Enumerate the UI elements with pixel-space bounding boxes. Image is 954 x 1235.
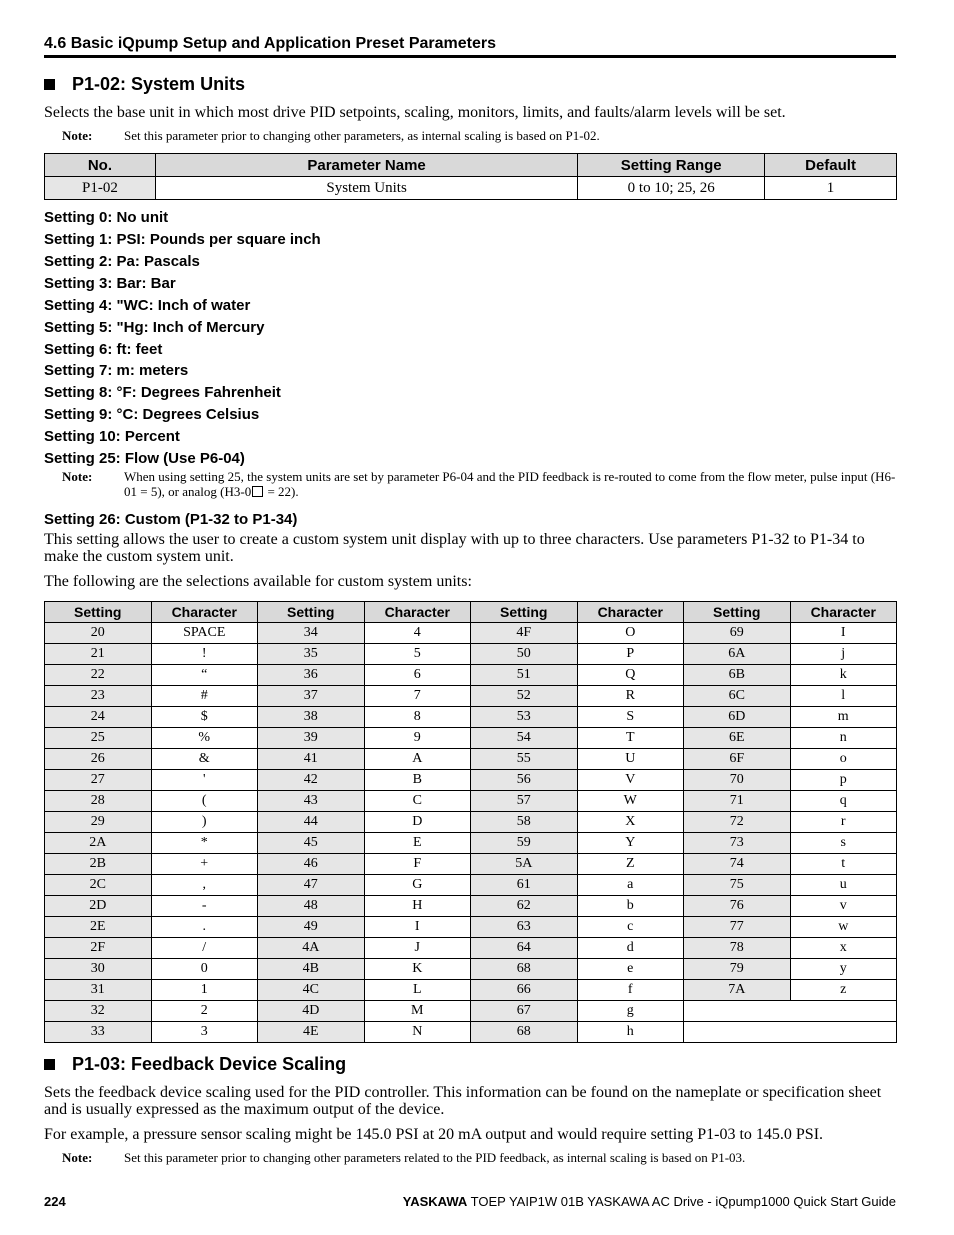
character-cell: s	[790, 833, 897, 854]
character-cell: 9	[364, 728, 471, 749]
setting-code-cell: 28	[45, 791, 152, 812]
setting-code-cell: 31	[45, 980, 152, 1001]
table-row	[45, 812, 897, 833]
table-row	[45, 749, 897, 770]
table-row	[45, 854, 897, 875]
table-row	[45, 623, 897, 644]
character-cell: t	[790, 854, 897, 875]
bullet-square-icon	[44, 79, 55, 90]
character-cell: h	[577, 1022, 684, 1043]
setting-code-cell: 61	[471, 875, 578, 896]
note-label: Note:	[62, 128, 93, 143]
cell-default: 1	[765, 177, 897, 200]
col-header: Setting	[258, 602, 365, 623]
character-cell: x	[790, 938, 897, 959]
col-header-parameter-name: Parameter Name	[155, 154, 577, 177]
setting-code-cell: 56	[471, 770, 578, 791]
character-cell: &	[151, 749, 258, 770]
character-table-header	[45, 602, 897, 623]
character-cell: o	[790, 749, 897, 770]
setting-code-cell: 55	[471, 749, 578, 770]
note-text: Set this parameter prior to changing other parameters related to the PID feedback, as internal scaling is based on P1-03.	[124, 1150, 746, 1165]
note-text	[124, 469, 897, 499]
setting-code-cell: 44	[258, 812, 365, 833]
setting-code-cell: 33	[45, 1022, 152, 1043]
note-label: Note:	[62, 469, 93, 484]
setting-code-cell: 29	[45, 812, 152, 833]
setting-code-cell: 72	[684, 812, 791, 833]
character-cell: 2	[151, 1001, 258, 1022]
table-row	[45, 917, 897, 938]
character-cell: p	[790, 770, 897, 791]
setting-5: Setting 5: "Hg: Inch of Mercury	[44, 319, 265, 336]
character-cell: ,	[151, 875, 258, 896]
setting-code-cell: 45	[258, 833, 365, 854]
character-cell: J	[364, 938, 471, 959]
character-cell: %	[151, 728, 258, 749]
col-header: Character	[790, 602, 897, 623]
setting-code-cell: 71	[684, 791, 791, 812]
setting-code-cell: 68	[471, 959, 578, 980]
setting-code-cell: 37	[258, 686, 365, 707]
p1-03-example: For example, a pressure sensor scaling might be 145.0 PSI at 20 mA output and would require setting P1-03 to 145.0 PSI.	[44, 1126, 824, 1143]
character-cell: u	[790, 875, 897, 896]
setting-code-cell: 79	[684, 959, 791, 980]
note-label: Note:	[62, 1150, 93, 1165]
character-cell: c	[577, 917, 684, 938]
setting-code-cell: 20	[45, 623, 152, 644]
note-text: Set this parameter prior to changing other parameters, as internal scaling is based on P1-02.	[124, 128, 600, 143]
setting-code-cell: 62	[471, 896, 578, 917]
table-row	[45, 1022, 897, 1043]
character-cell: V	[577, 770, 684, 791]
section-heading-p1-02	[44, 74, 245, 95]
table-row	[45, 728, 897, 749]
col-header: Setting	[45, 602, 152, 623]
character-cell: 8	[364, 707, 471, 728]
character-cell: X	[577, 812, 684, 833]
character-cell: Z	[577, 854, 684, 875]
col-header: Setting	[684, 602, 791, 623]
character-cell: 1	[151, 980, 258, 1001]
character-cell: 5	[364, 644, 471, 665]
character-cell: W	[577, 791, 684, 812]
setting-2: Setting 2: Pa: Pascals	[44, 253, 200, 270]
setting-code-cell: 58	[471, 812, 578, 833]
setting-code-cell: 70	[684, 770, 791, 791]
setting-code-cell: 6F	[684, 749, 791, 770]
character-cell: l	[790, 686, 897, 707]
setting-9: Setting 9: °C: Degrees Celsius	[44, 406, 260, 423]
character-cell: P	[577, 644, 684, 665]
setting-code-cell: 43	[258, 791, 365, 812]
character-cell: 7	[364, 686, 471, 707]
p1-03-note	[62, 1150, 897, 1165]
setting-code-cell: 2F	[45, 938, 152, 959]
character-cell: #	[151, 686, 258, 707]
cell-setting-range: 0 to 10; 25, 26	[578, 177, 765, 200]
character-cell: q	[790, 791, 897, 812]
character-cell: b	[577, 896, 684, 917]
character-cell: “	[151, 665, 258, 686]
table-row	[45, 707, 897, 728]
character-cell: U	[577, 749, 684, 770]
custom-character-table	[44, 601, 897, 1043]
parameter-table-header	[45, 154, 897, 177]
setting-25-note	[62, 469, 897, 499]
table-row	[45, 938, 897, 959]
setting-4: Setting 4: "WC: Inch of water	[44, 297, 251, 314]
table-row	[45, 644, 897, 665]
character-cell: E	[364, 833, 471, 854]
parameter-table	[44, 153, 897, 200]
character-cell: K	[364, 959, 471, 980]
p1-03-description: Sets the feedback device scaling used for the PID controller. This information can be found on the nameplate or specification sheet and is usually expressed as the maximum output of the device.	[44, 1084, 882, 1118]
setting-code-cell: 4D	[258, 1001, 365, 1022]
setting-code-cell: 51	[471, 665, 578, 686]
setting-code-cell: 38	[258, 707, 365, 728]
col-header-no: No.	[45, 154, 156, 177]
setting-code-cell: 41	[258, 749, 365, 770]
setting-8: Setting 8: °F: Degrees Fahrenheit	[44, 384, 281, 401]
setting-26: Setting 26: Custom (P1-32 to P1-34)	[44, 511, 298, 528]
character-cell: Q	[577, 665, 684, 686]
setting-code-cell: 46	[258, 854, 365, 875]
setting-code-cell: 7A	[684, 980, 791, 1001]
character-cell: SPACE	[151, 623, 258, 644]
setting-code-cell: 63	[471, 917, 578, 938]
empty-cell	[684, 1022, 897, 1043]
table-row	[45, 686, 897, 707]
cell-parameter-name: System Units	[155, 177, 577, 200]
character-cell: H	[364, 896, 471, 917]
character-cell: M	[364, 1001, 471, 1022]
setting-1: Setting 1: PSI: Pounds per square inch	[44, 231, 321, 248]
table-row	[45, 896, 897, 917]
setting-code-cell: 4C	[258, 980, 365, 1001]
table-row	[45, 875, 897, 896]
character-cell: T	[577, 728, 684, 749]
setting-0: Setting 0: No unit	[44, 209, 169, 226]
character-cell: Y	[577, 833, 684, 854]
setting-code-cell: 4E	[258, 1022, 365, 1043]
setting-code-cell: 27	[45, 770, 152, 791]
character-cell: w	[790, 917, 897, 938]
section-heading-p1-03	[44, 1054, 346, 1075]
setting-code-cell: 30	[45, 959, 152, 980]
setting-code-cell: 23	[45, 686, 152, 707]
character-cell: n	[790, 728, 897, 749]
col-header-default: Default	[765, 154, 897, 177]
character-cell: /	[151, 938, 258, 959]
setting-code-cell: 68	[471, 1022, 578, 1043]
setting-code-cell: 67	[471, 1001, 578, 1022]
col-header: Setting	[471, 602, 578, 623]
col-header: Character	[577, 602, 684, 623]
setting-code-cell: 4A	[258, 938, 365, 959]
table-row	[45, 959, 897, 980]
page-number: 224	[44, 1194, 66, 1209]
table-row	[45, 833, 897, 854]
character-cell: *	[151, 833, 258, 854]
setting-code-cell: 39	[258, 728, 365, 749]
character-cell: +	[151, 854, 258, 875]
setting-code-cell: 76	[684, 896, 791, 917]
character-cell: a	[577, 875, 684, 896]
setting-code-cell: 25	[45, 728, 152, 749]
setting-code-cell: 2A	[45, 833, 152, 854]
setting-25: Setting 25: Flow (Use P6-04)	[44, 450, 245, 467]
setting-code-cell: 53	[471, 707, 578, 728]
character-cell: j	[790, 644, 897, 665]
setting-code-cell: 75	[684, 875, 791, 896]
table-row	[45, 665, 897, 686]
character-cell: .	[151, 917, 258, 938]
table-row	[45, 177, 897, 200]
character-cell: -	[151, 896, 258, 917]
character-cell: I	[364, 917, 471, 938]
character-cell: I	[790, 623, 897, 644]
setting-code-cell: 42	[258, 770, 365, 791]
setting-code-cell: 32	[45, 1001, 152, 1022]
setting-code-cell: 5A	[471, 854, 578, 875]
character-cell: '	[151, 770, 258, 791]
character-cell: g	[577, 1001, 684, 1022]
character-cell: L	[364, 980, 471, 1001]
character-cell: O	[577, 623, 684, 644]
setting-3: Setting 3: Bar: Bar	[44, 275, 176, 292]
setting-code-cell: 36	[258, 665, 365, 686]
character-cell: y	[790, 959, 897, 980]
setting-code-cell: 47	[258, 875, 365, 896]
table-row	[45, 770, 897, 791]
table-row	[45, 791, 897, 812]
character-cell: G	[364, 875, 471, 896]
setting-code-cell: 6D	[684, 707, 791, 728]
character-cell: d	[577, 938, 684, 959]
setting-code-cell: 74	[684, 854, 791, 875]
setting-code-cell: 64	[471, 938, 578, 959]
setting-code-cell: 59	[471, 833, 578, 854]
p1-02-note	[62, 128, 897, 143]
footer-document-title	[403, 1194, 896, 1209]
col-header-setting-range: Setting Range	[578, 154, 765, 177]
placeholder-box-icon	[252, 486, 263, 497]
character-cell: $	[151, 707, 258, 728]
note-text-part-a: When using setting 25, the system units are set by parameter P6-04 and the PID feedback is re-routed to come from the flow meter, pulse input (H6-01 = 5), or analog (H3-0	[124, 469, 896, 499]
character-cell: D	[364, 812, 471, 833]
setting-6: Setting 6: ft: feet	[44, 341, 163, 358]
setting-code-cell: 35	[258, 644, 365, 665]
setting-code-cell: 78	[684, 938, 791, 959]
setting-code-cell: 2C	[45, 875, 152, 896]
brand-name: YASKAWA	[402, 1194, 468, 1209]
setting-10: Setting 10: Percent	[44, 428, 180, 445]
setting-code-cell: 69	[684, 623, 791, 644]
character-cell: 4	[364, 623, 471, 644]
setting-code-cell: 22	[45, 665, 152, 686]
setting-code-cell: 48	[258, 896, 365, 917]
setting-code-cell: 6B	[684, 665, 791, 686]
setting-code-cell: 21	[45, 644, 152, 665]
setting-code-cell: 2D	[45, 896, 152, 917]
character-cell: B	[364, 770, 471, 791]
setting-code-cell: 4B	[258, 959, 365, 980]
character-cell: v	[790, 896, 897, 917]
character-cell: C	[364, 791, 471, 812]
note-text-part-b: = 22).	[264, 484, 299, 499]
col-header: Character	[151, 602, 258, 623]
setting-code-cell: 54	[471, 728, 578, 749]
setting-code-cell: 24	[45, 707, 152, 728]
table-row	[45, 980, 897, 1001]
col-header: Character	[364, 602, 471, 623]
setting-code-cell: 2E	[45, 917, 152, 938]
setting-code-cell: 73	[684, 833, 791, 854]
setting-code-cell: 6C	[684, 686, 791, 707]
setting-code-cell: 66	[471, 980, 578, 1001]
document-id: TOEP YAIP1W 01B YASKAWA AC Drive - iQpump1000 Quick Start Guide	[467, 1194, 896, 1209]
character-cell: N	[364, 1022, 471, 1043]
character-cell: z	[790, 980, 897, 1001]
character-cell: A	[364, 749, 471, 770]
cell-parameter-no: P1-02	[45, 177, 156, 200]
setting-code-cell: 2B	[45, 854, 152, 875]
setting-26-description: This setting allows the user to create a custom system unit display with up to three characters. Use parameters P1-32 to P1-34 to make the custom system unit.	[44, 531, 865, 565]
empty-cell	[684, 1001, 897, 1022]
setting-code-cell: 52	[471, 686, 578, 707]
setting-code-cell: 50	[471, 644, 578, 665]
running-header: 4.6 Basic iQpump Setup and Application Preset Parameters	[44, 35, 896, 58]
custom-units-intro: The following are the selections available for custom system units:	[44, 573, 472, 590]
character-cell: f	[577, 980, 684, 1001]
p1-02-description: Selects the base unit in which most drive PID setpoints, scaling, monitors, limits, and faults/alarm levels will be set.	[44, 104, 786, 121]
setting-code-cell: 6E	[684, 728, 791, 749]
character-cell: F	[364, 854, 471, 875]
bullet-square-icon	[44, 1059, 55, 1070]
section-title: P1-02: System Units	[72, 74, 246, 94]
setting-code-cell: 26	[45, 749, 152, 770]
character-cell: !	[151, 644, 258, 665]
setting-code-cell: 77	[684, 917, 791, 938]
setting-7: Setting 7: m: meters	[44, 362, 189, 379]
setting-code-cell: 49	[258, 917, 365, 938]
character-cell: R	[577, 686, 684, 707]
section-title: P1-03: Feedback Device Scaling	[72, 1054, 347, 1074]
character-cell: e	[577, 959, 684, 980]
setting-code-cell: 6A	[684, 644, 791, 665]
character-cell: (	[151, 791, 258, 812]
setting-code-cell: 34	[258, 623, 365, 644]
character-cell: 0	[151, 959, 258, 980]
character-cell: S	[577, 707, 684, 728]
setting-code-cell: 57	[471, 791, 578, 812]
character-cell: m	[790, 707, 897, 728]
character-cell: )	[151, 812, 258, 833]
character-cell: k	[790, 665, 897, 686]
character-cell: r	[790, 812, 897, 833]
setting-code-cell: 4F	[471, 623, 578, 644]
character-cell: 6	[364, 665, 471, 686]
table-row	[45, 1001, 897, 1022]
character-cell: 3	[151, 1022, 258, 1043]
